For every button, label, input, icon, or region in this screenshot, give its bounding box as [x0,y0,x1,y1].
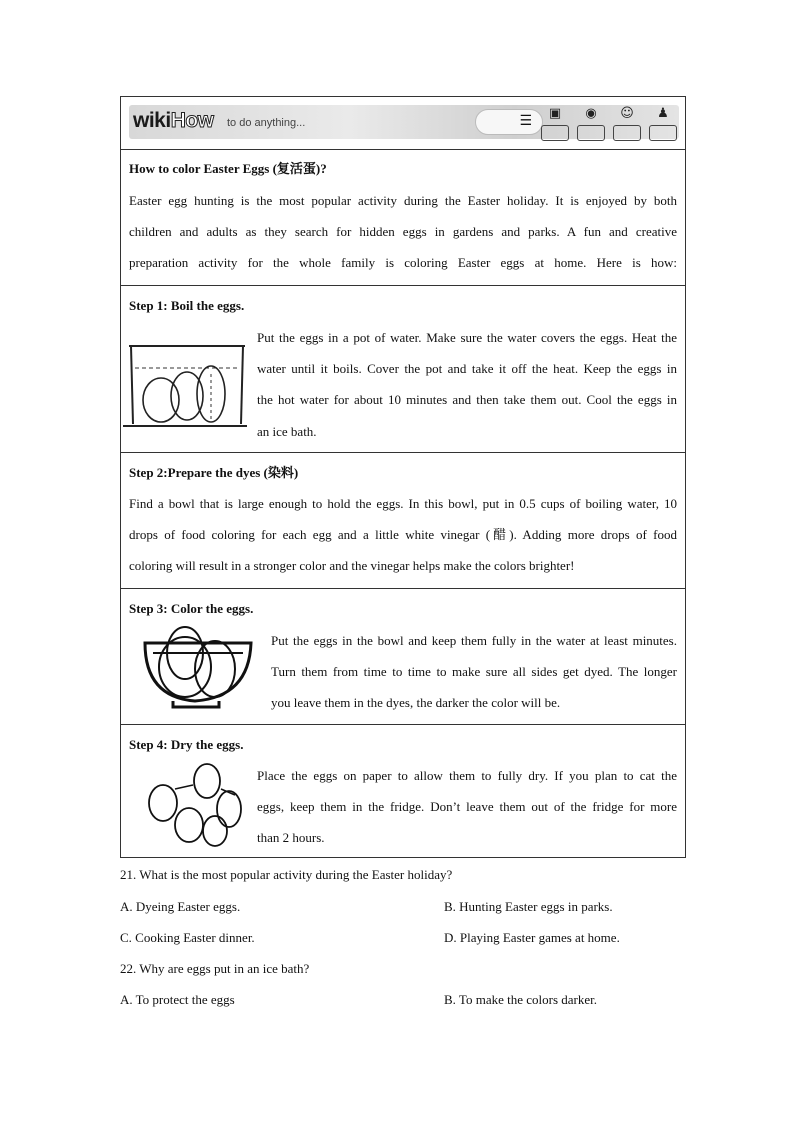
question-21-option-d: D. Playing Easter games at home. [444,930,620,945]
article-title: How to color Easter Eggs (复活蛋)? [129,161,327,176]
question-21-option-c: C. Cooking Easter dinner. [120,930,255,945]
menu-button[interactable] [475,109,543,135]
intro-line-2: children and adults as they search for hidden eggs in gardens and parks. A fun and creative [129,224,677,239]
menu-icon: ☰ [519,113,532,129]
step3-title: Step 3: Color the eggs. [129,601,254,616]
question-22-option-b: B. To make the colors darker. [444,992,598,1007]
compass-icon[interactable]: ◉ [577,107,605,141]
step2-line-2: drops of food coloring for each egg and a little white vinegar (醋). Adding more drops of food [129,527,677,542]
step2-title: Step 2:Prepare the dyes (染料) [129,465,299,480]
step4-line-3: than 2 hours. [257,830,325,845]
step3-line-1: Put the eggs in the bowl and keep them fully in the water at least minutes. [271,633,677,648]
page-icon[interactable]: ▣ [541,107,569,141]
step3-line-2: Turn them from time to time to make sure all sides get dyed. The longer [271,664,677,679]
question-22-option-a: A. To protect the eggs [120,992,235,1007]
community-icon[interactable]: ☺ [613,107,641,141]
step2-section [121,452,685,588]
drying-eggs-illustration [145,761,249,849]
question-22-stem: 22. Why are eggs put in an ice bath? [120,961,310,976]
banner-tagline: to do anything... [227,117,306,129]
step4-line-2: eggs, keep them in the fridge. Don’t leave them out of the fridge for more [257,799,677,814]
step1-line-1: Put the eggs in a pot of water. Make sure the water covers the eggs. Heat the [257,330,677,345]
step2-line-1: Find a bowl that is large enough to hold the eggs. In this bowl, put in 0.5 cups of boiling water, 10 [129,496,677,511]
step4-section [121,724,685,858]
step1-line-3: the hot water for about 10 minutes and then take them out. Cool the eggs in [257,392,677,407]
step2-line-3: coloring will result in a stronger color and the vinegar helps make the colors brighter! [129,558,575,573]
question-21-option-a: A. Dyeing Easter eggs. [120,899,241,914]
question-21-option-b: B. Hunting Easter eggs in parks. [444,899,613,914]
intro-line-1: Easter egg hunting is the most popular activity during the Easter holiday. It is enjoyed by both [129,193,677,208]
step4-line-1: Place the eggs on paper to allow them to fully dry. If you plan to cat the [257,768,677,783]
step3-section [121,588,685,724]
step4-title: Step 4: Dry the eggs. [129,737,244,752]
step1-line-4: an ice bath. [257,424,317,439]
step1-line-2: water until it boils. Cover the pot and take it off the heat. Keep the eggs in [257,361,677,376]
step1-section [121,285,685,452]
wikihow-banner [121,97,685,150]
user-icon[interactable]: ♟ [649,107,677,141]
article-frame [120,96,686,858]
question-21-stem: 21. What is the most popular activity during the Easter holiday? [120,867,453,882]
intro-line-3: preparation activity for the whole family is coloring Easter eggs at home. Here is how: [129,255,677,270]
bowl-illustration [139,623,259,711]
wikihow-logo[interactable]: wikiHow [133,109,214,132]
pot-illustration [121,340,251,432]
step1-title: Step 1: Boil the eggs. [129,298,245,313]
intro-section [121,149,685,285]
step3-line-3: you leave them in the dyes, the darker the color will be. [271,695,561,710]
